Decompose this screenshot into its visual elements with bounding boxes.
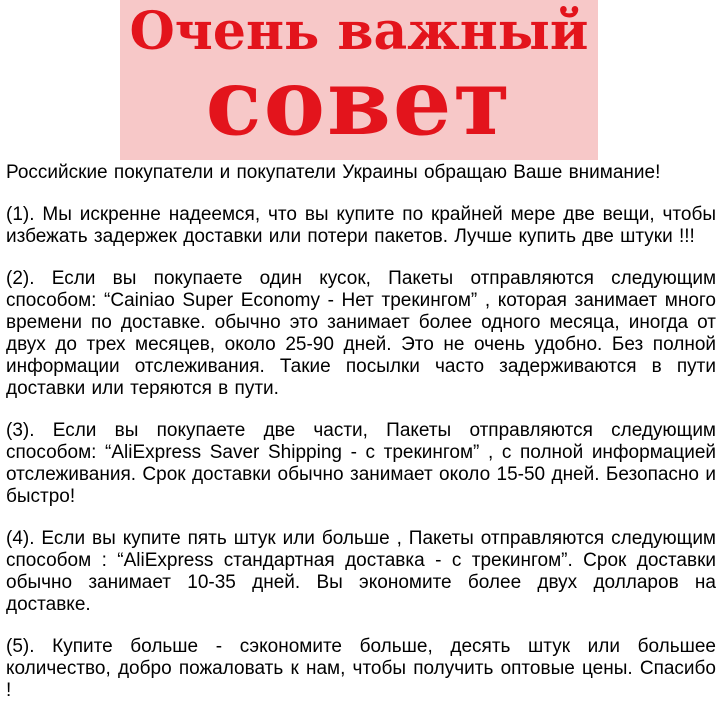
point-1-paragraph: (1). Мы искренне надеемся, что вы купите по крайней мере две вещи, чтобы избежать задержек доставки или потери пакетов. Лучше купить две штуки !!! — [6, 204, 716, 247]
point-5-paragraph: (5). Купите больше - сэкономите больше, десять штук или большее количество, добро пожаловать к нам, чтобы получить оптовые цены. Спасибо ! — [6, 636, 716, 701]
banner-title: Очень важный — [129, 1, 589, 62]
point-3-paragraph: (3). Если вы покупаете две части, Пакеты отправляются следующим способом: “AliExpress Saver Shipping - с трекингом” , с полной информацией отслеживания. Срок доставки обычно занимает около 15-50 дней. Безопасно и быстро! — [6, 420, 716, 507]
banner-subtitle: совет — [205, 48, 513, 156]
point-2-paragraph: (2). Если вы покупаете один кусок, Пакеты отправляются следующим способом: “Cainiao Super Economy - Нет трекингом” , которая занимает много времени по доставке. обычно это занимает более одного месяца, иногда от двух до трех месяцев, около 25-90 дней. Это не очень удобно. Без полной информации отслеживания. Такие посылки часто задерживаются в пути доставки или теряются в пути. — [6, 268, 716, 399]
notice-text — [6, 162, 716, 702]
advice-banner — [120, 0, 598, 160]
point-4-paragraph: (4). Если вы купите пять штук или больше , Пакеты отправляются следующим способом : “AliExpress стандартная доставка - с трекингом”. Срок доставки обычно занимает 10-35 дней. Вы экономите более двух долларов на доставке. — [6, 528, 716, 615]
intro-paragraph: Российские покупатели и покупатели Украины обращаю Ваше внимание! — [6, 162, 661, 183]
